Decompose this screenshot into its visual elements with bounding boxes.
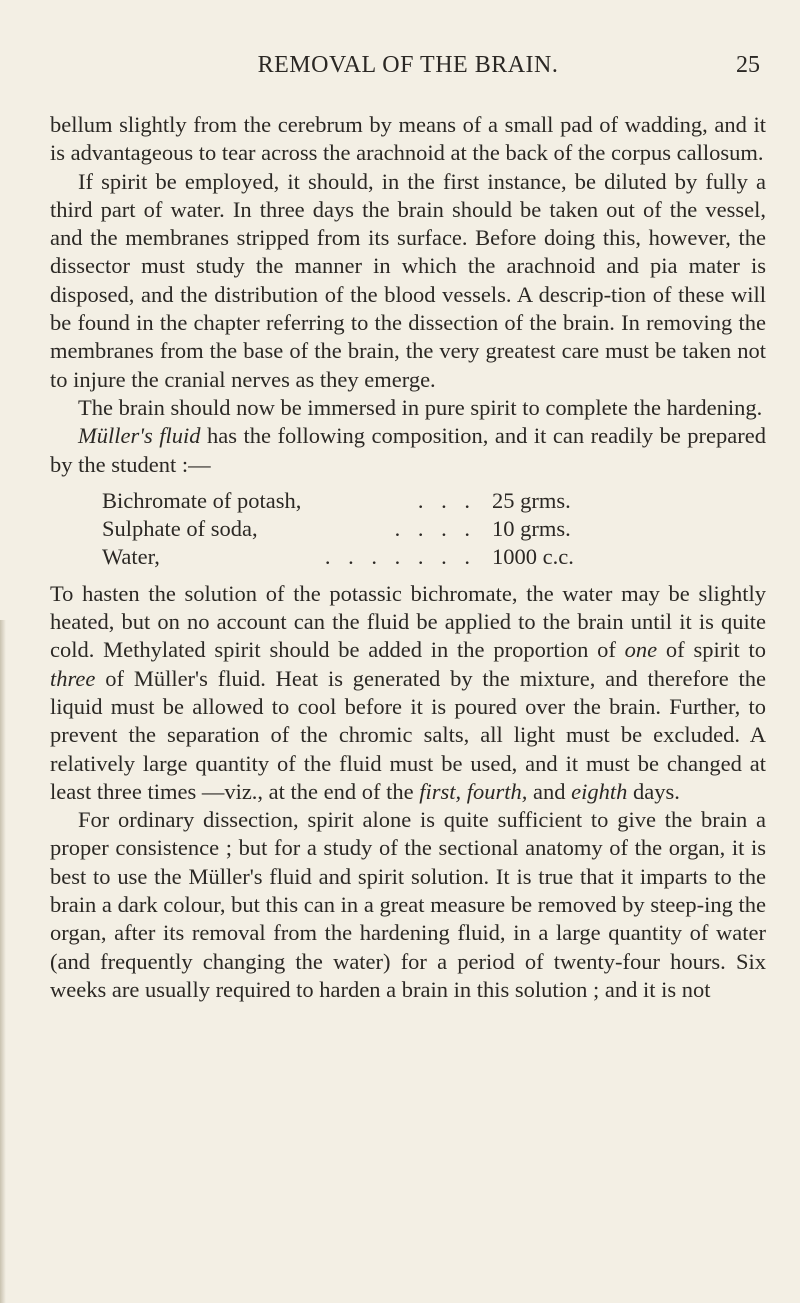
ingredient-name: Sulphate of soda, [102,516,258,542]
emphasis-one: one [624,637,658,663]
mullers-fluid-term: Müller's fluid [78,423,201,449]
recipe-row [102,515,602,543]
emphasis-days: first, fourth, [419,778,528,804]
paragraph-5-text-and: and [527,778,572,804]
emphasis-three: three [50,665,96,691]
recipe-row [102,543,602,571]
paragraph-5-text-b: of spirit to [657,637,766,663]
ingredient-name: Bichromate of potash, [102,487,302,513]
paragraph-5-text-a: To hasten the solution of the potassic bichromate, the water may be slightly heated, but on no account can the fluid be applied to the brain until it is quite cold. Methylated spirit should be added in the proportion of [50,580,766,663]
recipe-row [102,487,602,515]
paragraph-5-text-d: days. [627,778,680,804]
recipe-list [102,487,602,572]
dot-leader: . . . . [394,516,476,542]
ingredient-amount: 10 grms. [492,516,571,542]
ingredient-name: Water, [102,544,160,570]
paragraph-2: If spirit be employed, it should, in the first instance, be diluted by fully a third part of water. In three days the brain should be taken out of the vessel, and the membranes stripped from its surface. Before doing this, however, the dissector must study the manner in which the arachnoid and pia mater is disposed, and the distribution of the blood vessels. A descrip-tion of these will be found in the chapter referring to the dissection of the brain. In removing the membranes from the base of the brain, the very greatest care must be taken not to injure the cranial nerves as they emerge. [50,168,766,392]
emphasis-eighth: eighth [571,778,628,804]
dot-leader: . . . . . . . [324,544,476,570]
paragraph-3: The brain should now be immersed in pure spirit to complete the hardening. [78,394,763,420]
ingredient-amount: 1000 c.c. [492,544,574,570]
running-head: REMOVAL OF THE BRAIN. [257,52,559,78]
paragraph-4 [50,422,766,479]
paragraph-1: bellum slightly from the cerebrum by means of a small pad of wadding, and it is advantageous to tear across the arachnoid at the back of the corpus callosum. [50,112,766,166]
dot-leader: . . . [417,487,476,513]
page-edge-shadow [0,620,6,1303]
paragraph-4-text: has the following composition, and it can readily be prepared by the student :— [50,423,766,477]
paragraph-5-text-c: of Müller's fluid. Heat is generated by the mixture, and therefore the liquid must be allowed to cool before it is poured over the brain. Further, to prevent the separation of the chromic salts, all light must be excluded. A relatively large quantity of the fluid must be used, and it must be changed at least three times —viz., at the end of the [50,665,766,804]
page-number: 25 [736,52,760,78]
paragraph-5 [50,580,766,806]
ingredient-amount: 25 grms. [492,487,571,513]
page-header [50,52,766,86]
body-text [50,111,766,1004]
paragraph-6: For ordinary dissection, spirit alone is quite sufficient to give the brain a proper consistence ; but for a study of the sectional anatomy of the organ, it is best to use the Müller's fluid and spirit solution. It is true that it imparts to the brain a dark colour, but this can in a great measure be removed by steep-ing the organ, after its removal from the hardening fluid, in a large quantity of water (and frequently changing the water) for a period of twenty-four hours. Six weeks are usually required to harden a brain in this solution ; and it is not [50,807,766,1002]
